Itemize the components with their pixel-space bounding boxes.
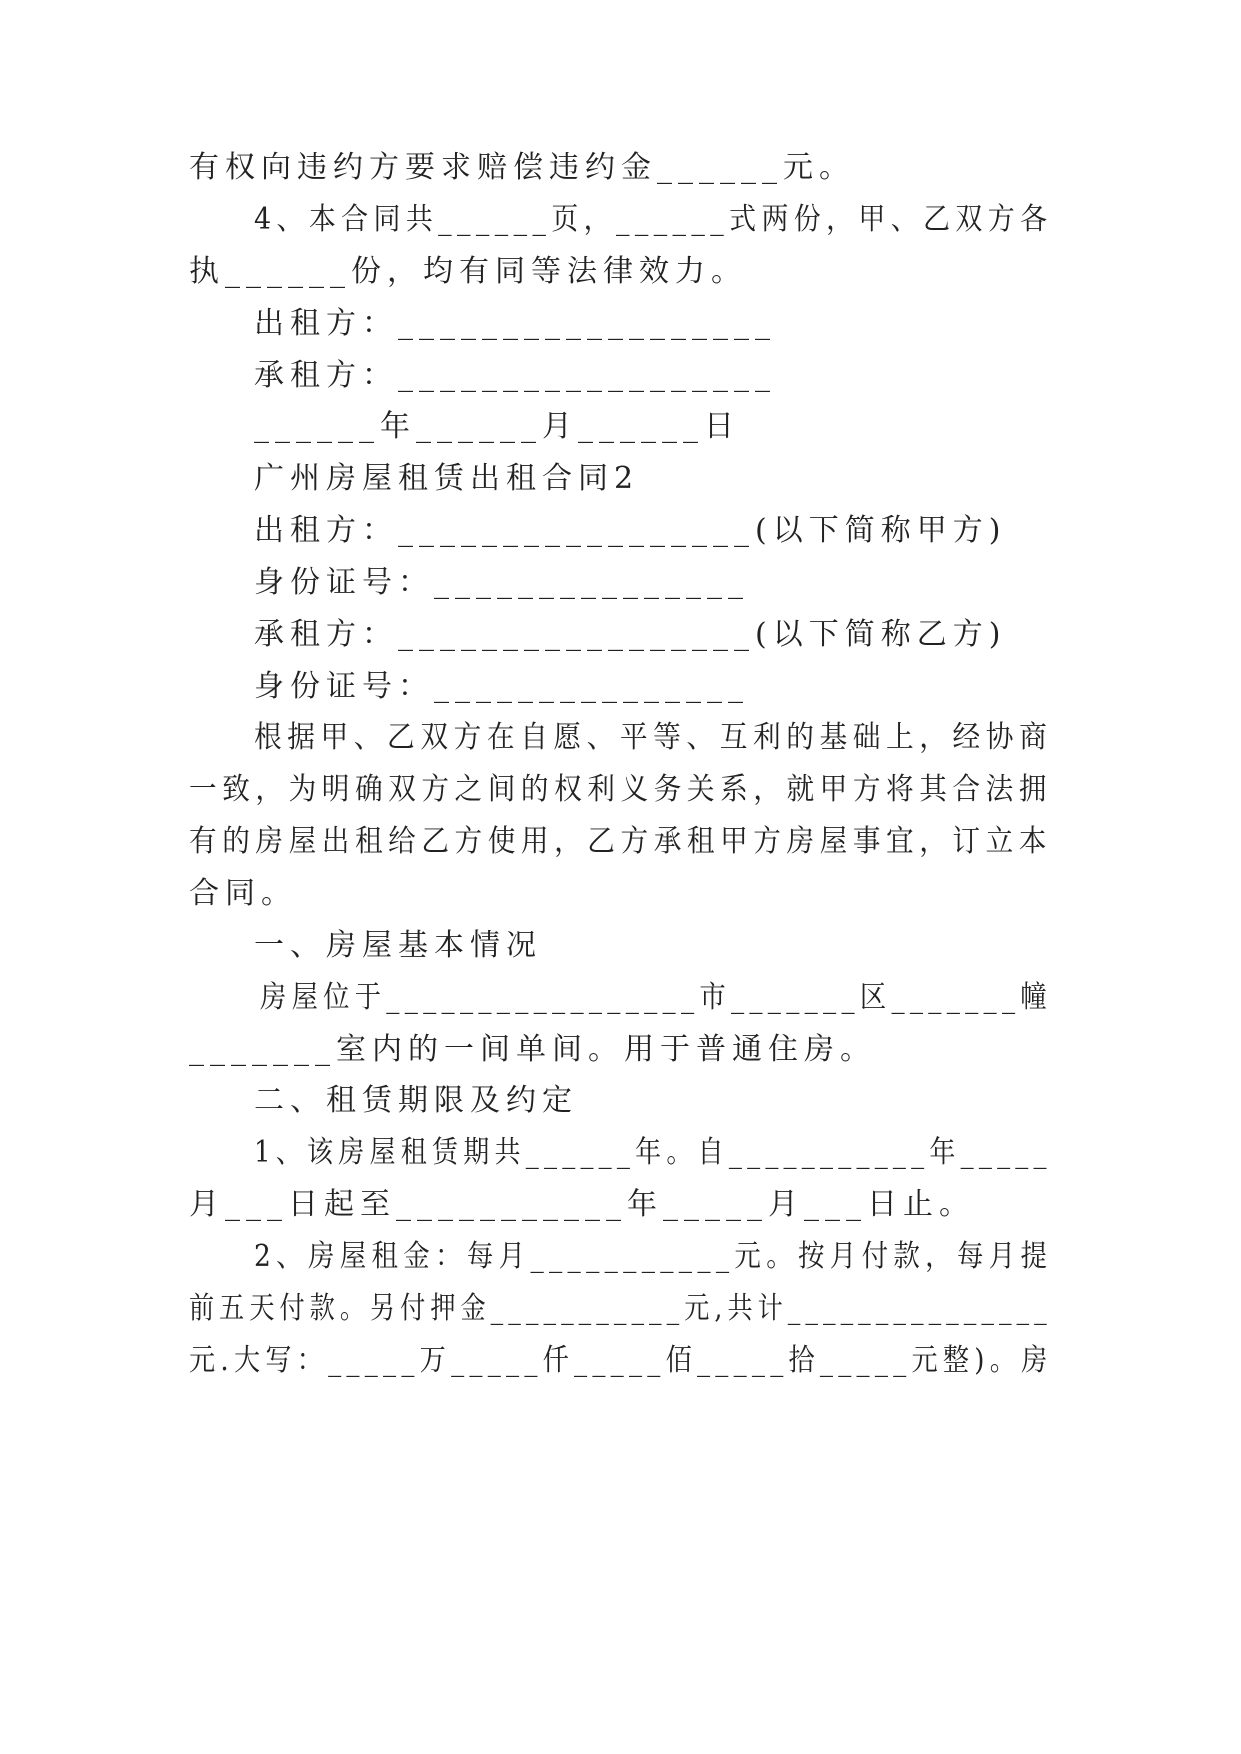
text-line: 合同。 [189, 876, 297, 911]
text-line: 出租方：_________________(以下简称甲方) [254, 513, 1007, 548]
text-line: 出租方：__________________ [254, 306, 776, 341]
section-heading: 二、租赁期限及约定 [254, 1083, 578, 1118]
section-title: 广州房屋租赁出租合同2 [254, 461, 640, 496]
text-line: 1、该房屋租赁期共______年。自___________年_____ [254, 1135, 1052, 1170]
text-line: ______年______月______日 [254, 409, 740, 444]
text-line: 一致，为明确双方之间的权利义务关系，就甲方将其合法拥 [189, 772, 1052, 807]
text-line: 身份证号：_______________ [254, 565, 749, 600]
text-line: 根据甲、乙双方在自愿、平等、互利的基础上，经协商 [254, 720, 1053, 755]
text-line: 前五天付款。另付押金___________元,共计_______________ [189, 1291, 1052, 1326]
text-line: 2、房屋租金：每月___________元。按月付款，每月提 [254, 1239, 1053, 1274]
text-line: 4、本合同共______页，______式两份，甲、乙双方各 [254, 202, 1053, 237]
section-heading: 一、房屋基本情况 [254, 928, 542, 963]
text-line: 月___日起至___________年_____月___日止。 [189, 1187, 975, 1222]
text-line: 房屋位于_________________市_______区_______幢 [260, 980, 1052, 1015]
text-line: _______室内的一间单间。用于普通住房。 [189, 1032, 876, 1067]
text-line: 执______份，均有同等法律效力。 [189, 254, 747, 289]
text-line: 承租方：_________________(以下简称乙方) [254, 617, 1007, 652]
text-line: 有权向违约方要求赔偿违约金______元。 [189, 150, 855, 185]
text-line: 有的房屋出租给乙方使用，乙方承租甲方房屋事宜，订立本 [189, 824, 1052, 859]
text-line: 元.大写：_____万_____仟_____佰_____拾_____元整)。房 [189, 1343, 1053, 1378]
text-line: 身份证号：_______________ [254, 669, 749, 704]
text-line: 承租方：__________________ [254, 358, 776, 393]
